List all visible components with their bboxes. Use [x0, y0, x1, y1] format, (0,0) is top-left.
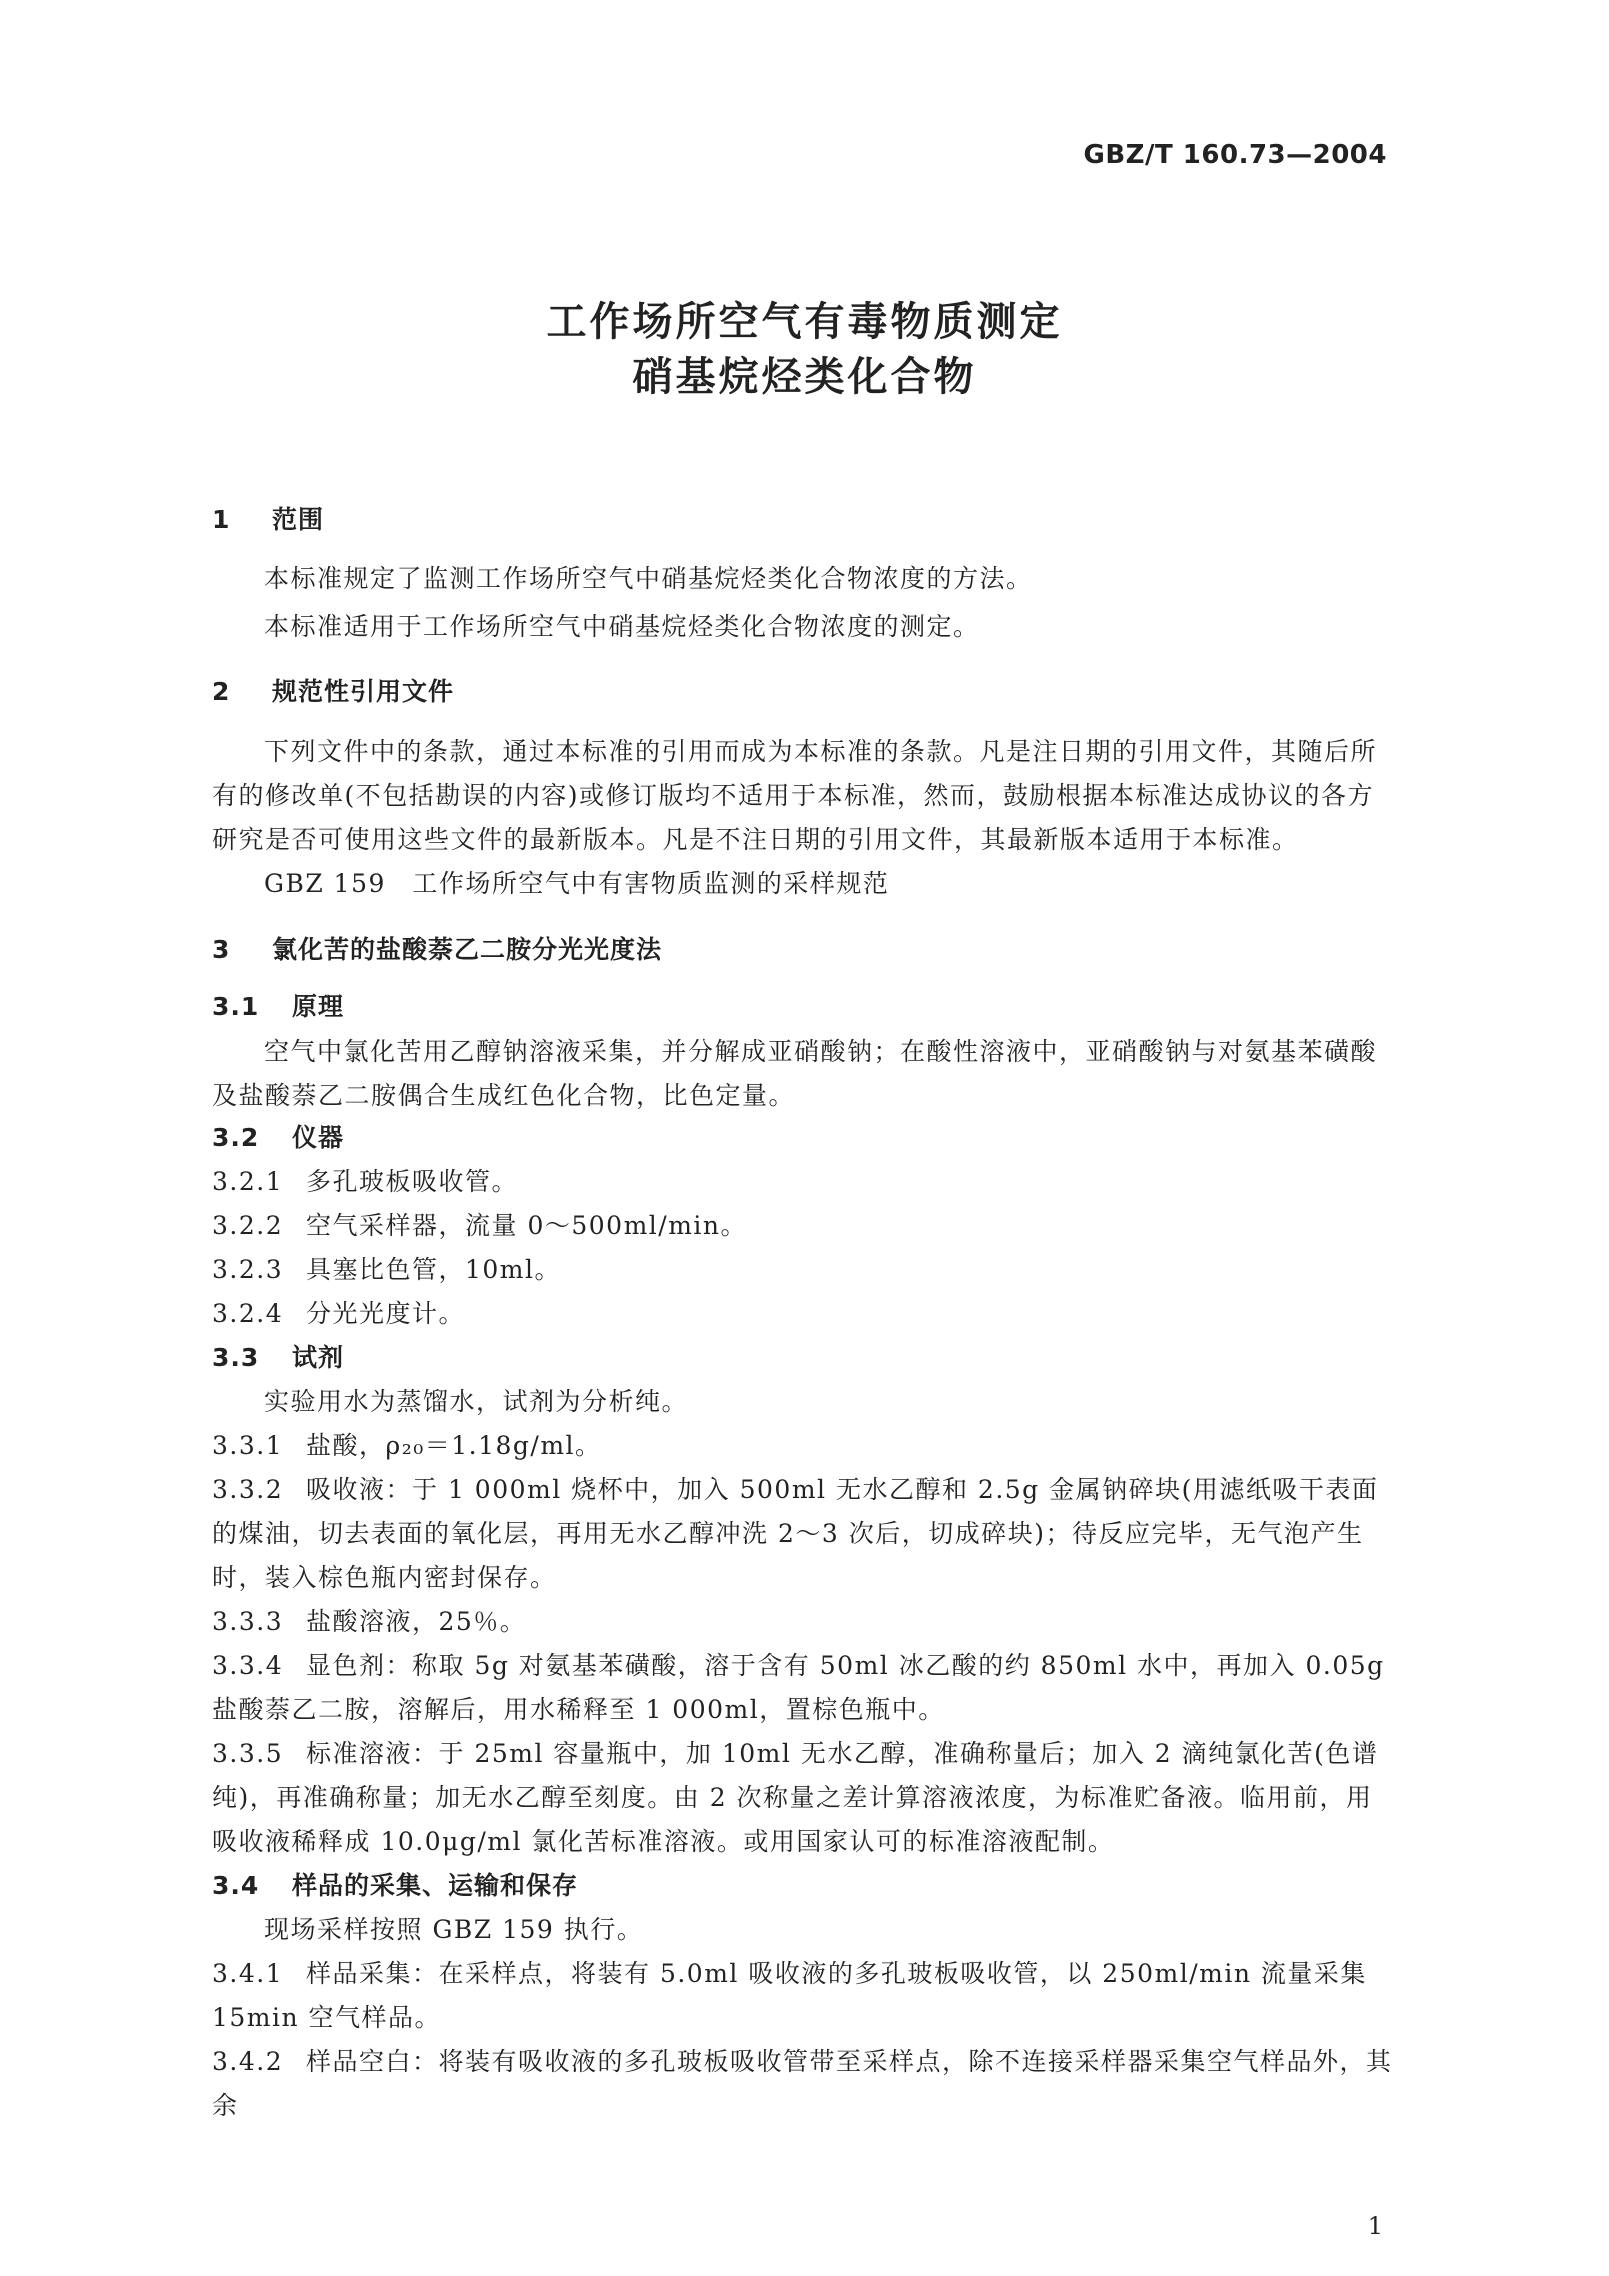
item-text: 吸收液：于 1 000ml 烧杯中，加入 500ml 无水乙醇和 2.5g 金属钠碎块(用滤纸吸干表面的煤油，切去表面的氧化层，再用无水乙醇冲洗 2～3 次后，切成碎块)；待反应完毕，无气泡产生时，装入棕色瓶内密封保存。 [212, 1475, 1379, 1592]
list-item [212, 1468, 1397, 1600]
list-item [212, 1732, 1397, 1864]
item-number: 3.4.1 [212, 1959, 284, 1988]
section-2-reference: GBZ 159 工作场所空气中有害物质监测的采样规范 [264, 869, 890, 898]
item-text: 盐酸溶液，25％。 [306, 1607, 527, 1636]
item-text: 空气采样器，流量 0～500ml/min。 [306, 1211, 747, 1240]
section-number: 3.2 [212, 1123, 260, 1152]
item-number: 3.3.1 [212, 1431, 284, 1460]
section-number: 2 [212, 677, 231, 706]
section-title: 规范性引用文件 [272, 677, 455, 706]
section-number: 3.3 [212, 1343, 260, 1372]
list-item [212, 1248, 1397, 1292]
item-number: 3.3.3 [212, 1607, 284, 1636]
item-number: 3.2.3 [212, 1255, 284, 1284]
section-3-3-heading [212, 1338, 344, 1374]
item-number: 3.4.2 [212, 2047, 284, 2076]
item-text: 具塞比色管，10ml。 [306, 1255, 562, 1284]
list-item [212, 1600, 1397, 1644]
list-item [212, 1644, 1397, 1732]
section-number: 3.4 [212, 1871, 260, 1900]
section-number: 1 [212, 505, 231, 534]
section-title: 仪器 [292, 1123, 345, 1152]
section-title: 试剂 [292, 1343, 345, 1372]
section-1-heading [212, 500, 324, 536]
standard-number: GBZ/T 160.73—2004 [1083, 140, 1387, 170]
list-item [212, 1952, 1397, 2040]
item-number: 3.3.5 [212, 1739, 284, 1768]
item-text: 样品空白：将装有吸收液的多孔玻板吸收管带至采样点，除不连接采样器采集空气样品外，其余 [212, 2047, 1393, 2120]
section-title: 氯化苦的盐酸萘乙二胺分光光度法 [272, 935, 663, 964]
item-text: 显色剂：称取 5g 对氨基苯磺酸，溶于含有 50ml 冰乙酸的约 850ml 水中，再加入 0.05g 盐酸萘乙二胺，溶解后，用水稀释至 1 000ml，置棕色瓶中。 [212, 1651, 1385, 1724]
section-number: 3 [212, 935, 231, 964]
section-3-4-heading [212, 1866, 578, 1902]
item-number: 3.2.4 [212, 1299, 284, 1328]
item-number: 3.3.2 [212, 1475, 284, 1504]
item-number: 3.3.4 [212, 1651, 284, 1680]
item-number: 3.2.2 [212, 1211, 284, 1240]
page-number: 1 [1367, 2212, 1383, 2240]
item-number: 3.2.1 [212, 1167, 284, 1196]
item-text: 分光光度计。 [306, 1299, 466, 1328]
section-3-1-heading [212, 987, 344, 1023]
item-text: 样品采集：在采样点，将装有 5.0ml 吸收液的多孔玻板吸收管，以 250ml/min 流量采集 15min 空气样品。 [212, 1959, 1367, 2032]
list-item [212, 1292, 1397, 1336]
list-item [212, 1160, 1397, 1204]
item-text: 多孔玻板吸收管。 [306, 1167, 519, 1196]
item-text: 盐酸，ρ₂₀＝1.18g/ml。 [306, 1431, 602, 1460]
section-1-para-1: 本标准规定了监测工作场所空气中硝基烷烃类化合物浓度的方法。 [264, 564, 1033, 593]
section-title: 原理 [292, 992, 345, 1021]
section-3-4-para: 现场采样按照 GBZ 159 执行。 [264, 1915, 644, 1944]
section-3-3-para: 实验用水为蒸馏水，试剂为分析纯。 [264, 1387, 689, 1416]
section-3-heading [212, 930, 662, 966]
section-number: 3.1 [212, 992, 260, 1021]
section-3-1-para: 空气中氯化苦用乙醇钠溶液采集，并分解成亚硝酸钠；在酸性溶液中，亚硝酸钠与对氨基苯磺酸及盐酸萘乙二胺偶合生成红色化合物，比色定量。 [212, 1037, 1378, 1110]
list-item [212, 1204, 1397, 1248]
section-2-para-1: 下列文件中的条款，通过本标准的引用而成为本标准的条款。凡是注日期的引用文件，其随后所有的修改单(不包括勘误的内容)或修订版均不适用于本标准，然而，鼓励根据本标准达成协议的各方研究是否可使用这些文件的最新版本。凡是不注日期的引用文件，其最新版本适用于本标准。 [212, 737, 1378, 854]
section-1-para-2: 本标准适用于工作场所空气中硝基烷烃类化合物浓度的测定。 [264, 612, 980, 641]
section-3-2-heading [212, 1118, 344, 1154]
page-title-line2: 硝基烷烃类化合物 [632, 354, 977, 400]
section-title: 样品的采集、运输和保存 [292, 1871, 579, 1900]
section-title: 范围 [272, 505, 325, 534]
list-item [212, 1424, 1397, 1468]
section-2-heading [212, 672, 454, 708]
page-title-line1: 工作场所空气有毒物质测定 [546, 299, 1063, 345]
item-text: 标准溶液：于 25ml 容量瓶中，加 10ml 无水乙醇，准确称量后；加入 2 滴纯氯化苦(色谱纯)，再准确称量；加无水乙醇至刻度。由 2 次称量之差计算溶液浓度，为标准贮备液。临用前，用吸收液稀释成 10.0μg/ml 氯化苦标准溶液。或用国家认可的标准溶液配制。 [212, 1739, 1379, 1856]
list-item [212, 2040, 1397, 2128]
